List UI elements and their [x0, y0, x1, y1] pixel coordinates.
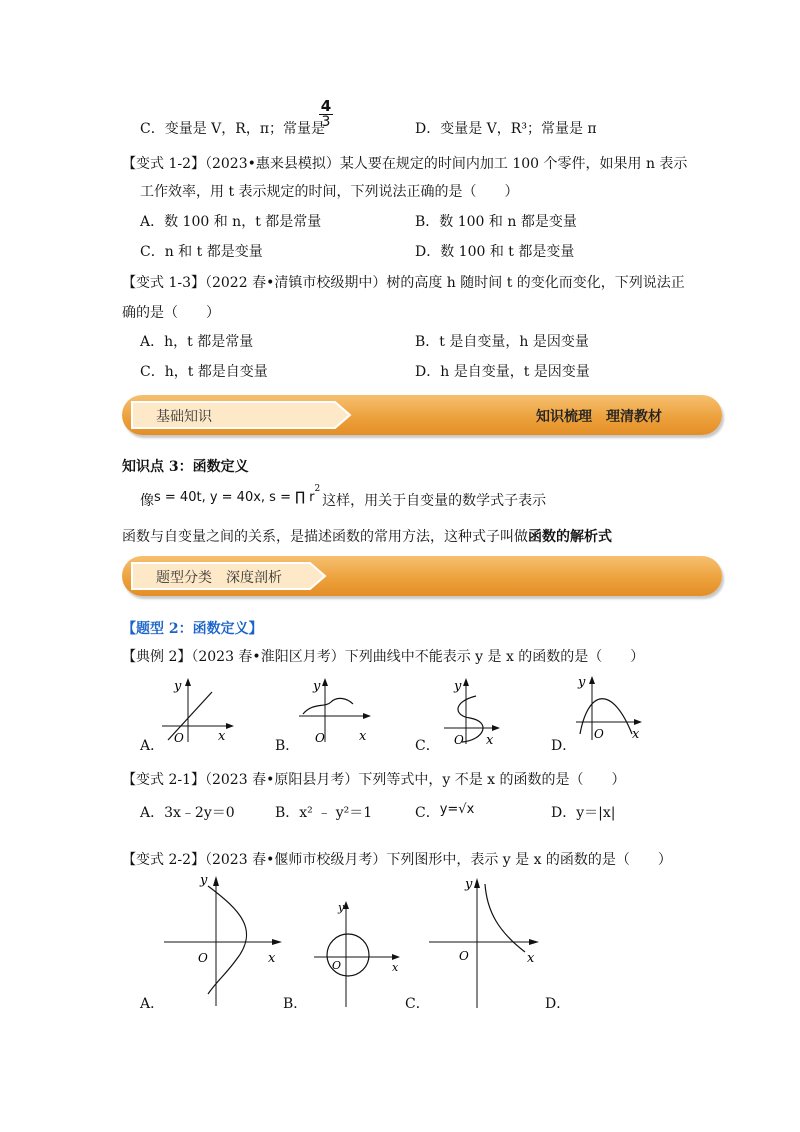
- ex2-label-d: D．: [551, 738, 577, 754]
- q1-2-stem-line1: 【变式 1-2】（2023•惠来县模拟）某人要在规定的时间内加工 100 个零件，如果用 n 表示: [122, 156, 688, 172]
- option-d: D．变量是 V，R³；常量是 π: [415, 121, 597, 137]
- q2-2-graph-c: [425, 872, 545, 1012]
- ex2-label-a: A．: [140, 738, 165, 754]
- ex2-d-y-label: y: [578, 675, 586, 690]
- knowledge-prefix: 像: [140, 493, 154, 509]
- q2-2-a-x-label: x: [268, 951, 276, 966]
- ex2-d-x-label: x: [632, 727, 640, 742]
- q2-2-a-y-label: y: [200, 873, 208, 888]
- q2-2-graph-b: [310, 895, 410, 1010]
- q2-2-stem: 【变式 2-2】（2023 春•偃师市校级月考）下列图形中，表示 y 是 x 的函数的是（ ）: [122, 852, 672, 868]
- q2-2-c-x-label: x: [527, 951, 535, 966]
- knowledge-formula: s = 40t, y = 40x, s = ∏ r: [154, 490, 315, 505]
- q1-2-option-c: C．n 和 t 都是变量: [140, 244, 263, 260]
- q1-3-option-a: A．h，t 都是常量: [140, 334, 254, 350]
- ex2-b-origin-label: O: [315, 731, 325, 745]
- q2-2-c-y-label: y: [465, 877, 473, 892]
- q2-2-c-origin-label: O: [459, 949, 469, 963]
- q2-1-option-b: B．x² ﹣ y²＝1: [275, 805, 373, 821]
- fraction-numerator: 4: [320, 97, 332, 115]
- fraction-denominator: 3: [319, 114, 333, 130]
- section-banner-basic: [122, 395, 722, 435]
- option-c: [140, 118, 325, 138]
- ex2-a-origin-label: O: [174, 731, 184, 745]
- q2-1-option-d: D．y＝|x|: [551, 805, 616, 821]
- q2-2-b-y-label: y: [338, 901, 345, 914]
- ex2-c-origin-label: O: [454, 733, 464, 747]
- knowledge-suffix: 这样，用关于自变量的数学式子表示: [322, 493, 547, 509]
- q2-2-label-c: C．: [405, 996, 430, 1012]
- ex2-b-x-label: x: [359, 729, 367, 744]
- knowledge-line2: [122, 526, 612, 546]
- knowledge-formula-sup: 2: [314, 484, 321, 495]
- knowledge-line1: [140, 484, 547, 510]
- option-c-text: C．变量是 V，R，π；常量是: [140, 121, 326, 137]
- q1-3-stem-line2: 确的是（ ）: [122, 305, 220, 321]
- banner-tag-label: 基础知识: [156, 409, 212, 425]
- ex2-graph-d: [572, 670, 652, 744]
- ex2-a-x-label: x: [218, 729, 226, 744]
- q2-2-label-b: B．: [283, 996, 308, 1012]
- ex2-label-b: B．: [275, 738, 300, 754]
- ex2-label-c: C．: [415, 738, 440, 754]
- knowledge-title: 知识点 3：函数定义: [122, 459, 249, 475]
- q2-1-option-c-label: C．: [415, 805, 440, 821]
- ex2-graph-b: [295, 676, 375, 746]
- ex2-graph-c: [440, 676, 510, 748]
- banner-tag-label: 题型分类 深度剖析: [156, 570, 282, 586]
- q1-3-option-b: B．t 是自变量，h 是因变量: [415, 334, 589, 350]
- q1-3-stem-line1: 【变式 1-3】（2022 春•清镇市校级期中）树的高度 h 随时间 t 的变化而变化，下列说法正: [122, 275, 685, 291]
- q1-3-option-c: C．h，t 都是自变量: [140, 364, 268, 380]
- q1-2-option-d: D．数 100 和 t 都是变量: [415, 244, 575, 260]
- q2-1-stem: 【变式 2-1】（2023 春•原阳县月考）下列等式中，y 不是 x 的函数的是（ ）: [122, 772, 626, 788]
- q1-2-option-b: B．数 100 和 n 都是变量: [415, 214, 577, 230]
- q2-2-b-x-label: x: [392, 961, 399, 974]
- knowledge-line2-text: 函数与自变量之间的关系，是描述函数的常用方法，这种式子叫做: [122, 529, 528, 545]
- ex2-a-y-label: y: [174, 679, 182, 694]
- knowledge-line2-bold: 函数的解析式: [528, 529, 612, 545]
- q2-2-b-origin-label: O: [332, 959, 342, 972]
- ex2-c-x-label: x: [486, 733, 494, 748]
- ex2-c-y-label: y: [454, 679, 462, 694]
- q2-2-graph-a: [160, 870, 290, 1010]
- type2-title: 【题型 2：函数定义】: [122, 621, 263, 637]
- q2-1-option-c: [415, 802, 474, 822]
- banner-tag: [130, 400, 355, 430]
- q2-1-option-a: A．3x﹣2y＝0: [140, 805, 235, 821]
- banner-right-label: 知识梳理 理清教材: [536, 409, 662, 425]
- section-banner-types: [122, 556, 722, 596]
- q1-2-option-a: A．数 100 和 n，t 都是常量: [140, 214, 322, 230]
- banner-tag: [130, 561, 355, 591]
- example2-stem: 【典例 2】（2023 春•淮阳区月考）下列曲线中不能表示 y 是 x 的函数的是（ ）: [122, 649, 645, 665]
- q2-2-label-d: D．: [545, 996, 571, 1012]
- q2-1-option-c-formula: y=√x: [439, 802, 475, 817]
- q1-2-stem-line2: 工作效率，用 t 表示规定的时间，下列说法正确的是（ ）: [140, 184, 519, 200]
- q2-2-label-a: A．: [140, 996, 165, 1012]
- q1-3-option-d: D．h 是自变量，t 是因变量: [415, 364, 590, 380]
- ex2-b-y-label: y: [313, 679, 321, 694]
- ex2-d-origin-label: O: [594, 727, 604, 741]
- q2-2-a-origin-label: O: [198, 951, 208, 965]
- ex2-graph-a: [158, 676, 238, 746]
- fraction-four-thirds: [319, 98, 333, 130]
